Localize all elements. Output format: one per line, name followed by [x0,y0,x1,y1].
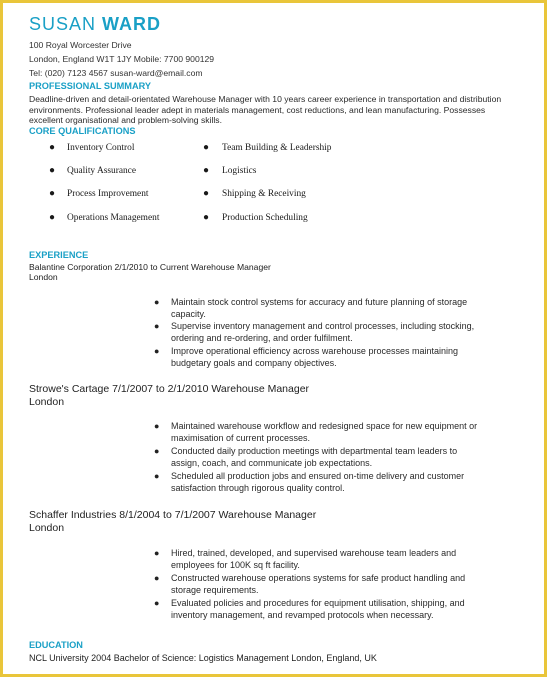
last-name: WARD [102,14,162,34]
responsibility-line: Hired, trained, developed, and supervised warehouse team leaders and [171,548,457,558]
experience-title: EXPERIENCE [29,250,89,260]
bullet-icon: ● [49,165,56,176]
job-location: London [29,396,65,408]
bullet-icon: ● [49,142,56,153]
bullet-icon: ● [154,548,160,558]
bullet-icon: ● [203,212,210,223]
job-heading: Strowe's Cartage 7/1/2007 to 2/1/2010 Warehouse Manager [29,383,310,395]
responsibility-item [171,548,523,571]
address-line-2: London, England W1T 1JY Mobile: 7700 900129 [29,54,215,64]
responsibility-item [171,573,523,596]
responsibility-line: Evaluated policies and procedures for equipment utilisation, shipping, and [171,598,465,608]
responsibility-line: storage requirements. [171,584,259,595]
summary-line: Deadline-driven and detail-orientated Warehouse Manager with 10 years career experience in transportation and distribution [29,94,502,104]
responsibility-line: maximisation of current processes. [171,432,311,443]
responsibility-item [171,346,523,369]
responsibility-line: inventory management, and revamped protocols when necessary. [171,609,434,620]
qualification-item: Operations Management [67,213,160,223]
bullet-icon: ● [154,446,160,456]
responsibility-line: Scheduled all production jobs and ensured on-time delivery and customer [171,471,465,481]
responsibility-item [171,471,523,494]
responsibility-line: Conducted daily production meetings with departmental team leaders to [171,446,458,456]
qualification-item: Production Scheduling [222,213,308,223]
bullet-icon: ● [49,212,56,223]
job-heading: Schaffer Industries 8/1/2004 to 7/1/2007 Warehouse Manager [29,509,317,521]
bullet-icon: ● [154,573,160,583]
bullet-icon: ● [154,297,160,307]
candidate-name [29,14,161,35]
responsibility-line: Constructed warehouse operations systems for safe product handling and [171,573,466,583]
responsibility-line: Maintain stock control systems for accuracy and future planning of storage [171,297,468,307]
responsibility-line: capacity. [171,308,206,319]
responsibility-line: Improve operational efficiency across warehouse processes maintaining [171,346,458,356]
responsibility-line: employees for 100K sq ft facility. [171,559,300,570]
bullet-icon: ● [203,165,210,176]
bullet-icon: ● [154,321,160,331]
responsibility-item [171,297,523,320]
responsibility-line: assign, coach, and communicate job expectations. [171,457,373,468]
bullet-icon: ● [203,188,210,199]
job-location: London [29,522,65,534]
responsibility-line: satisfaction through rigorous quality control. [171,482,345,493]
resume-page [3,3,544,674]
bullet-icon: ● [154,346,160,356]
responsibility-item [171,421,523,444]
qualification-item: Process Improvement [67,189,149,199]
contact-line: Tel: (020) 7123 4567 susan-ward@email.com [29,68,203,78]
education-entry: NCL University 2004 Bachelor of Science: Logistics Management London, England, UK [29,653,377,663]
qualification-item: Logistics [222,166,257,176]
education-title: EDUCATION [29,640,83,650]
responsibility-line: ordering and re-ordering, and order fulfilment. [171,332,353,343]
job-location: London [29,272,58,282]
responsibility-item [171,598,523,621]
bullet-icon: ● [154,471,160,481]
qualification-item: Team Building & Leadership [222,143,332,153]
qualification-item: Inventory Control [67,143,135,153]
summary-line: excellent organisational and problem-solving skills. [29,115,222,125]
responsibility-line: budgetary goals and company objectives. [171,357,337,368]
qualification-item: Quality Assurance [67,166,136,176]
address-line-1: 100 Royal Worcester Drive [29,40,132,50]
responsibility-item [171,321,523,344]
qualifications-title: CORE QUALIFICATIONS [29,126,136,136]
bullet-icon: ● [154,598,160,608]
qualification-item: Shipping & Receiving [222,189,306,199]
bullet-icon: ● [154,421,160,431]
responsibility-line: Supervise inventory management and control processes, including stocking, [171,321,475,331]
summary-line: environments. Professional leader adept in materials management, cost reductions, and lean manufacturing. Possesses [29,104,486,115]
summary-title: PROFESSIONAL SUMMARY [29,81,151,91]
bullet-icon: ● [49,188,56,199]
first-name: SUSAN [29,14,97,34]
job-heading: Balantine Corporation 2/1/2010 to Current Warehouse Manager [29,262,271,272]
summary-text [29,94,529,126]
bullet-icon: ● [203,142,210,153]
responsibility-line: Maintained warehouse workflow and redesigned space for new equipment or [171,421,478,431]
responsibility-item [171,446,523,469]
